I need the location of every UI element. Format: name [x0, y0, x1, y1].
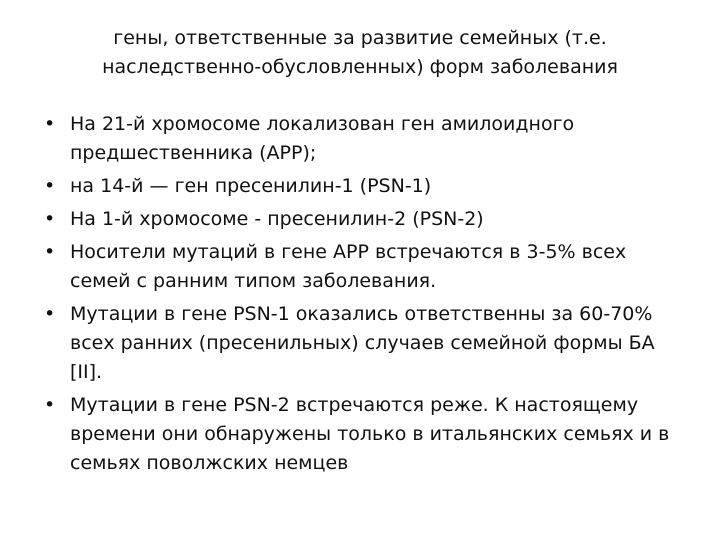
bullet-item	[0, 110, 720, 168]
bullet-item	[0, 238, 720, 296]
bullet-dot-icon: •	[44, 208, 56, 230]
bullet-text: Мутации в гене PSN-2 встречаются реже. К настоящему времени они обнаружены только в итальянских семьях и в семьях поволжских немцев	[70, 394, 670, 474]
bullet-list	[0, 110, 720, 482]
bullet-text: Мутации в гене PSN-1 оказались ответственны за 60-70% всех ранних (пресенильных) случаев семейной формы БА [II].	[70, 303, 655, 383]
bullet-text: на 14-й — ген пресенилин-1 (PSN-1)	[70, 175, 432, 197]
bullet-text: На 21-й хромосоме локализован ген амилоидного предшественника (APP);	[70, 113, 575, 164]
bullet-dot-icon: •	[44, 394, 56, 416]
bullet-dot-icon: •	[44, 303, 56, 325]
bullet-text: На 1-й хромосоме - пресенилин-2 (PSN-2)	[70, 208, 484, 230]
bullet-dot-icon: •	[44, 113, 56, 135]
bullet-text: Носители мутаций в гене APP встречаются в 3-5% всех семей с ранним типом заболевания.	[70, 241, 627, 292]
slide-title: гены, ответственные за развитие семейных (т.е. наследственно-обусловленных) форм заболевания	[102, 27, 618, 78]
bullet-item	[0, 172, 720, 201]
bullet-item	[0, 205, 720, 234]
bullet-item	[0, 391, 720, 478]
bullet-dot-icon: •	[44, 175, 56, 197]
bullet-dot-icon: •	[44, 241, 56, 263]
bullet-item	[0, 300, 720, 387]
